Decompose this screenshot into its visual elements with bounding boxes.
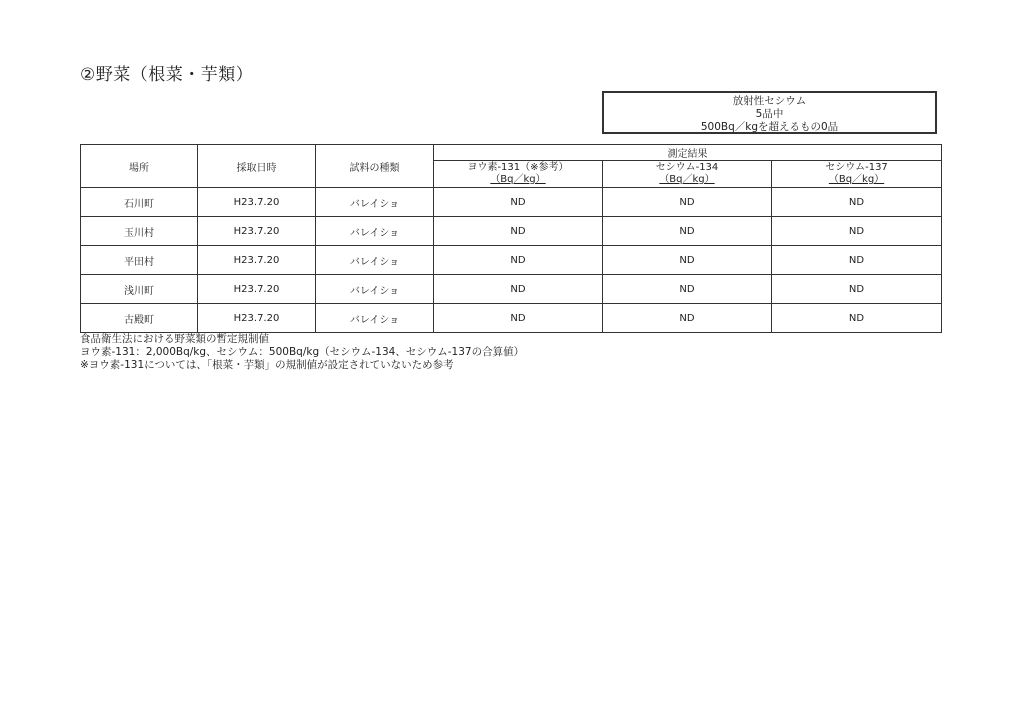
note-line-2: ヨウ素-131：2,000Bq/kg、セシウム：500Bq/kg（セシウム-134、セシウム-137の合算値） <box>80 346 525 358</box>
cell-date: H23.7.20 <box>198 217 316 246</box>
cell-cs134: ND <box>603 217 772 246</box>
header-i131-unit: （Bq／kg） <box>490 174 546 185</box>
table-row <box>81 217 942 246</box>
note-line-1: 食品衛生法における野菜類の暫定規制値 <box>80 333 269 345</box>
header-cs137 <box>772 161 942 188</box>
header-place: 場所 <box>81 145 198 188</box>
cell-sample: バレイショ <box>316 217 434 246</box>
cell-cs134: ND <box>603 188 772 217</box>
table-row <box>81 188 942 217</box>
header-cs134-label: セシウム-134 <box>655 162 719 173</box>
header-results: 測定結果 <box>434 145 942 161</box>
cell-cs137: ND <box>772 188 942 217</box>
cell-i131: ND <box>434 217 603 246</box>
table-row <box>81 304 942 333</box>
cell-date: H23.7.20 <box>198 275 316 304</box>
header-i131-label: ヨウ素-131（※参考） <box>467 162 569 173</box>
cell-sample: バレイショ <box>316 246 434 275</box>
regulation-notes <box>80 333 524 372</box>
cell-cs134: ND <box>603 246 772 275</box>
cell-cs137: ND <box>772 217 942 246</box>
cell-sample: バレイショ <box>316 304 434 333</box>
header-sample: 試料の種類 <box>316 145 434 188</box>
cell-place: 古殿町 <box>81 304 198 333</box>
header-date: 採取日時 <box>198 145 316 188</box>
summary-line-1: 放射性セシウム <box>732 95 807 107</box>
table-row <box>81 246 942 275</box>
summary-line-2: 5品中 <box>755 108 784 120</box>
cell-date: H23.7.20 <box>198 246 316 275</box>
cell-cs134: ND <box>603 304 772 333</box>
cell-place: 玉川村 <box>81 217 198 246</box>
cell-i131: ND <box>434 246 603 275</box>
cell-date: H23.7.20 <box>198 304 316 333</box>
header-cs134 <box>603 161 772 188</box>
cell-i131: ND <box>434 304 603 333</box>
measurement-results-table <box>80 144 942 333</box>
cell-i131: ND <box>434 188 603 217</box>
header-i131 <box>434 161 603 188</box>
cell-sample: バレイショ <box>316 275 434 304</box>
cell-place: 平田村 <box>81 246 198 275</box>
cell-cs137: ND <box>772 275 942 304</box>
table-row <box>81 275 942 304</box>
cell-date: H23.7.20 <box>198 188 316 217</box>
cell-cs137: ND <box>772 246 942 275</box>
header-cs134-unit: （Bq／kg） <box>659 174 715 185</box>
cell-place: 石川町 <box>81 188 198 217</box>
header-cs137-unit: （Bq／kg） <box>828 174 885 185</box>
cell-place: 浅川町 <box>81 275 198 304</box>
cell-cs137: ND <box>772 304 942 333</box>
cell-cs134: ND <box>603 275 772 304</box>
cesium-summary-box <box>602 91 937 134</box>
cell-sample: バレイショ <box>316 188 434 217</box>
cell-i131: ND <box>434 275 603 304</box>
summary-line-3: 500Bq／kgを超えるもの0品 <box>700 121 839 133</box>
header-cs137-label: セシウム-137 <box>825 162 888 173</box>
page-title: ②野菜（根菜・芋類） <box>80 65 254 85</box>
note-line-3: ※ヨウ素-131については、「根菜・芋類」の規制値が設定されていないため参考 <box>80 359 454 371</box>
